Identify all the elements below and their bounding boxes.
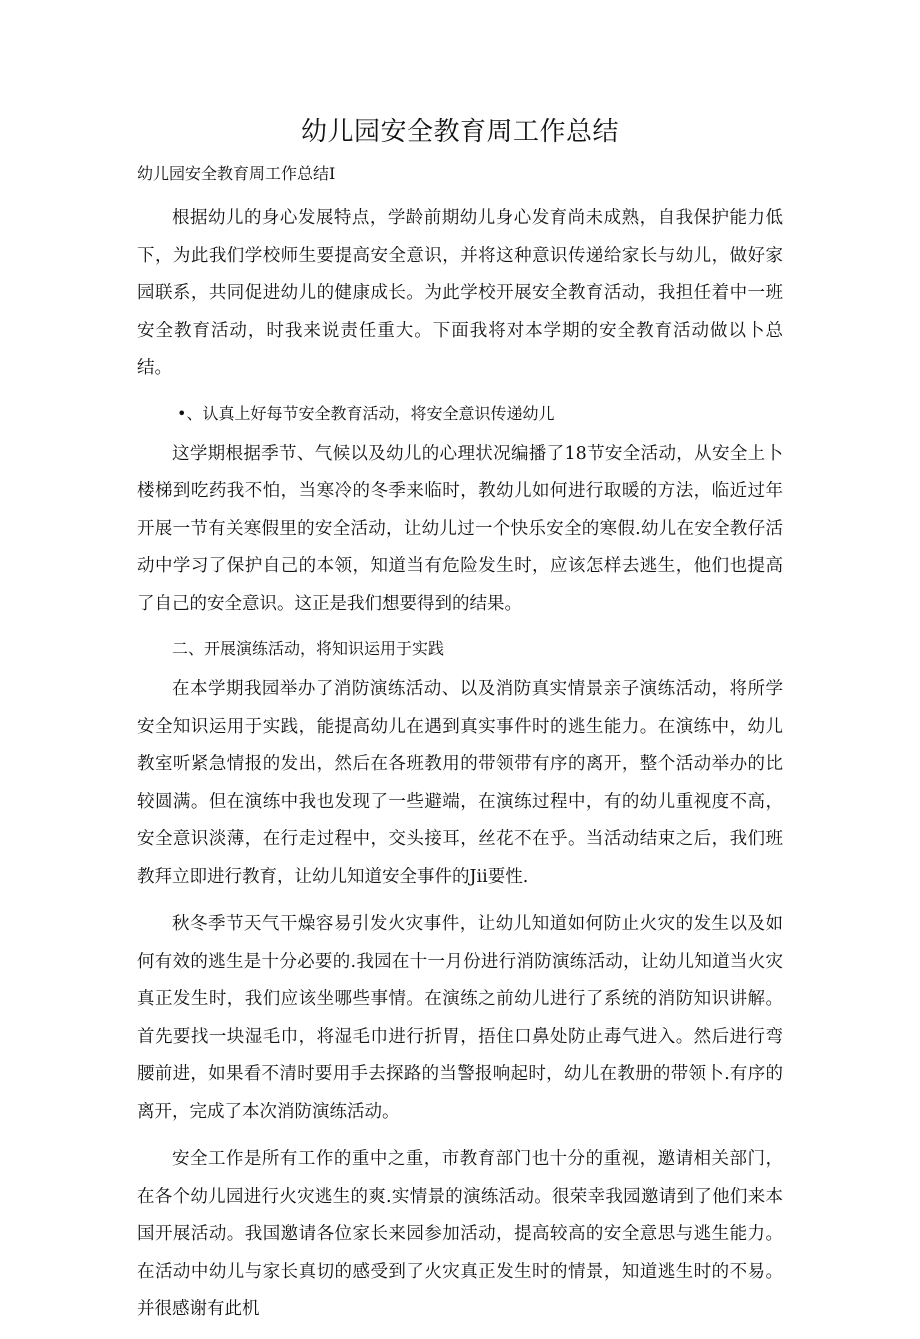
section-heading-2: 二、开展演练活动，将知识运用于实践 bbox=[172, 639, 445, 658]
section2-paragraph: 秋冬季节天气干燥容易引发火灾事件，让幼儿知道如何防止火灾的发生以及如何有效的逃生是十分必要的.我园在十一月份进行消防演练活动，让幼儿知道当火灾真正发生时，我们应该坐哪些事情。在演练之前幼儿进行了系统的消防知识讲解。首先要找一块湿毛巾，将湿毛巾进行折胃，捂住口鼻处防止毒气进入。然后进行弯腰前进，如果看不清时要用手去探路的当警报响起时，幼儿在教册的带领卜.有序的离开，完成了本次消防演练活动。 bbox=[137, 914, 783, 1122]
document-subtitle: 幼儿园安全教育周工作总结I bbox=[137, 164, 336, 183]
intro-paragraph: 根据幼儿的身心发展特点，学龄前期幼儿身心发育尚未成熟，自我保护能力低下，为此我们学校师生要提高安全意识，并将这种意识传递给家长与幼儿，做好家园联系，共同促进幼儿的健康成长。为此学校开展安全教育活动，我担任着中一班安全教育活动，时我来说责任重大。下面我将对本学期的安全教育活动做以卜总结。 bbox=[137, 208, 783, 378]
section1-paragraph: 这学期根据季节、气候以及幼儿的心理状况编播了18节安全活动，从安全上卜楼梯到吃药我不怕，当寒冷的冬季来临时，教幼儿如何进行取暖的方法，临近过年开展一节有关寒假里的安全活动，让幼儿过一个快乐安全的寒假.幼儿在安全教仔活动中学习了保护自己的本领，知道当有危险发生时，应该怎样去逃生，他们也提高了自己的安全意识。这正是我们想要得到的结果。 bbox=[137, 443, 783, 614]
document-body bbox=[137, 200, 783, 1339]
section-heading-1: •、认真上好每节安全教育活动，将安全意识传递幼儿 bbox=[177, 403, 555, 423]
section2-paragraph: 安全工作是所有工作的重中之重，市教育部门也十分的重视，邀请相关部门，在各个幼儿园进行火灾逃生的爽.实情景的演练活动。很荣幸我园邀请到了他们来本国开展活动。我国邀请各位家长来园参加活动，提高较高的安全意思与逃生能力。在活动中幼儿与家长真切的感受到了火灾真正发生时的情景，知道逃生时的不易。并很感谢有此机 bbox=[137, 1149, 783, 1319]
document-title: 幼儿园安全教育周工作总结 bbox=[300, 117, 619, 147]
section2-paragraph: 在本学期我园举办了消防演练活动、以及消防真实情景亲子演练活动，将所学安全知识运用于实践，能提高幼儿在遇到真实事件时的逃生能力。在演练中，幼儿教室听紧急情报的发出，然后在各班教用的带领带有序的离开，整个活动举办的比较圆满。但在演练中我也发现了一些避端，在演练过程中，有的幼儿重视度不高，安全意识淡薄，在行走过程中，交头接耳，丝花不在乎。当活动结束之后，我们班教拜立即进行教育，让幼儿知道安全事件的Jii要性. bbox=[137, 679, 783, 887]
